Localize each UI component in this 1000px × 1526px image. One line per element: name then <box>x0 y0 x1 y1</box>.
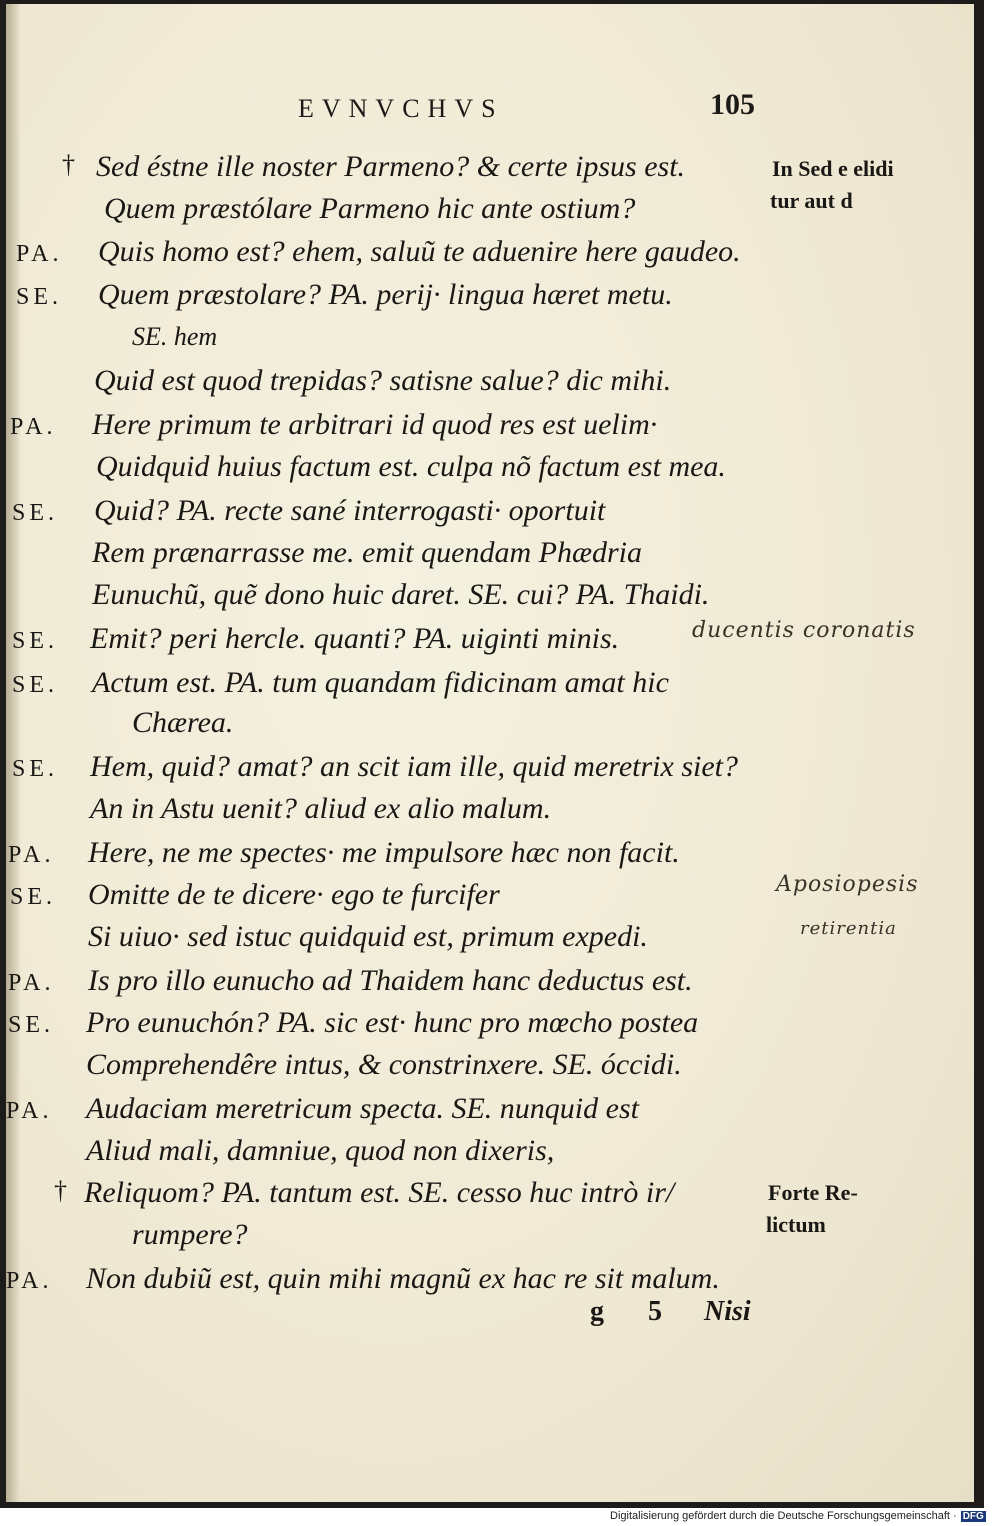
handwritten-annotation: ducentis coronatis <box>692 618 916 643</box>
handwritten-annotation: retirentia <box>800 918 897 939</box>
speaker-label: SE. <box>12 756 59 782</box>
footer-text: Digitalisierung gefördert durch die Deutsche Forschungsgemeinschaft · <box>610 1510 957 1522</box>
text-line: rumpere? <box>132 1218 248 1251</box>
text-line: Is pro illo eunucho ad Thaidem hanc deductus est. <box>88 964 693 997</box>
digitization-footer <box>610 1510 1000 1526</box>
margin-note: Forte Re- <box>768 1180 858 1205</box>
speaker-label: PA. <box>16 241 63 267</box>
text-line: Here primum te arbitrari id quod res est uelim· <box>92 408 658 441</box>
text-line: Quis homo est? ehem, saluũ te aduenire here gaudeo. <box>98 235 741 268</box>
dagger-mark: † <box>62 150 75 179</box>
speaker-label: SE. <box>12 500 59 526</box>
text-line: SE. hem <box>132 322 218 351</box>
text-line: Reliquom? PA. tantum est. SE. cesso huc intrò ir/ <box>84 1176 675 1209</box>
speaker-label: PA. <box>8 842 55 868</box>
speaker-label: SE. <box>16 284 63 310</box>
speaker-label: SE. <box>12 628 59 654</box>
speaker-label: SE. <box>10 884 57 910</box>
speaker-label: PA. <box>8 970 55 996</box>
margin-note: In Sed e elidi <box>772 156 894 181</box>
text-line: Comprehendêre intus, & constrinxere. SE. óccidi. <box>86 1048 682 1081</box>
text-line: Quidquid huius factum est. culpa nõ factum est mea. <box>96 450 726 483</box>
signature-number: 5 <box>648 1296 662 1327</box>
text-line: Hem, quid? amat? an scit iam ille, quid meretrix siet? <box>90 750 738 783</box>
text-line: Emit? peri hercle. quanti? PA. uiginti minis. <box>90 622 620 655</box>
dagger-mark: † <box>54 1176 67 1205</box>
text-line: Eunuchũ, quẽ dono huic daret. SE. cui? PA. Thaidi. <box>92 578 710 611</box>
text-line: Quem præstólare Parmeno hic ante ostium? <box>104 192 636 225</box>
page-number: 105 <box>710 88 755 121</box>
text-line: Actum est. PA. tum quandam fidicinam amat hic <box>92 666 669 699</box>
text-line: An in Astu uenit? aliud ex alio malum. <box>90 792 552 825</box>
speaker-label: PA. <box>6 1268 53 1294</box>
text-line: Aliud mali, damniue, quod non dixeris, <box>86 1134 555 1167</box>
text-line: Si uiuo· sed istuc quidquid est, primum expedi. <box>88 920 648 953</box>
text-line: Non dubiũ est, quin mihi magnũ ex hac re sit malum. <box>86 1262 720 1295</box>
handwritten-annotation: Aposiopesis <box>776 872 919 897</box>
text-line: Quem præstolare? PA. perij· lingua hæret metu. <box>98 278 673 311</box>
margin-note: lictum <box>766 1212 826 1237</box>
text-line: Chærea. <box>132 706 234 739</box>
text-line: Rem prænarrasse me. emit quendam Phædria <box>92 536 642 569</box>
text-line: Omitte de te dicere· ego te furcifer <box>88 878 500 911</box>
text-line: Audaciam meretricum specta. SE. nunquid est <box>86 1092 639 1125</box>
text-line: Here, ne me spectes· me impulsore hæc non facit. <box>88 836 680 869</box>
margin-note: tur aut d <box>770 188 853 213</box>
text-line: Quid? PA. recte sané interrogasti· oportuit <box>94 494 606 527</box>
dfg-logo: DFG <box>962 1511 984 1522</box>
speaker-label: SE. <box>12 672 59 698</box>
speaker-label: SE. <box>8 1012 55 1038</box>
speaker-label: PA. <box>6 1098 53 1124</box>
text-line: Sed éstne ille noster Parmeno? & certe ipsus est. <box>96 150 686 183</box>
catchword: Nisi <box>704 1296 751 1327</box>
speaker-label: PA. <box>10 414 57 440</box>
running-title: EVNVCHVS <box>298 94 504 123</box>
page-header <box>290 88 770 128</box>
signature-mark: g <box>590 1296 604 1327</box>
text-line: Pro eunuchón? PA. sic est· hunc pro mœcho postea <box>86 1006 699 1039</box>
text-line: Quid est quod trepidas? satisne salue? dic mihi. <box>94 364 672 397</box>
